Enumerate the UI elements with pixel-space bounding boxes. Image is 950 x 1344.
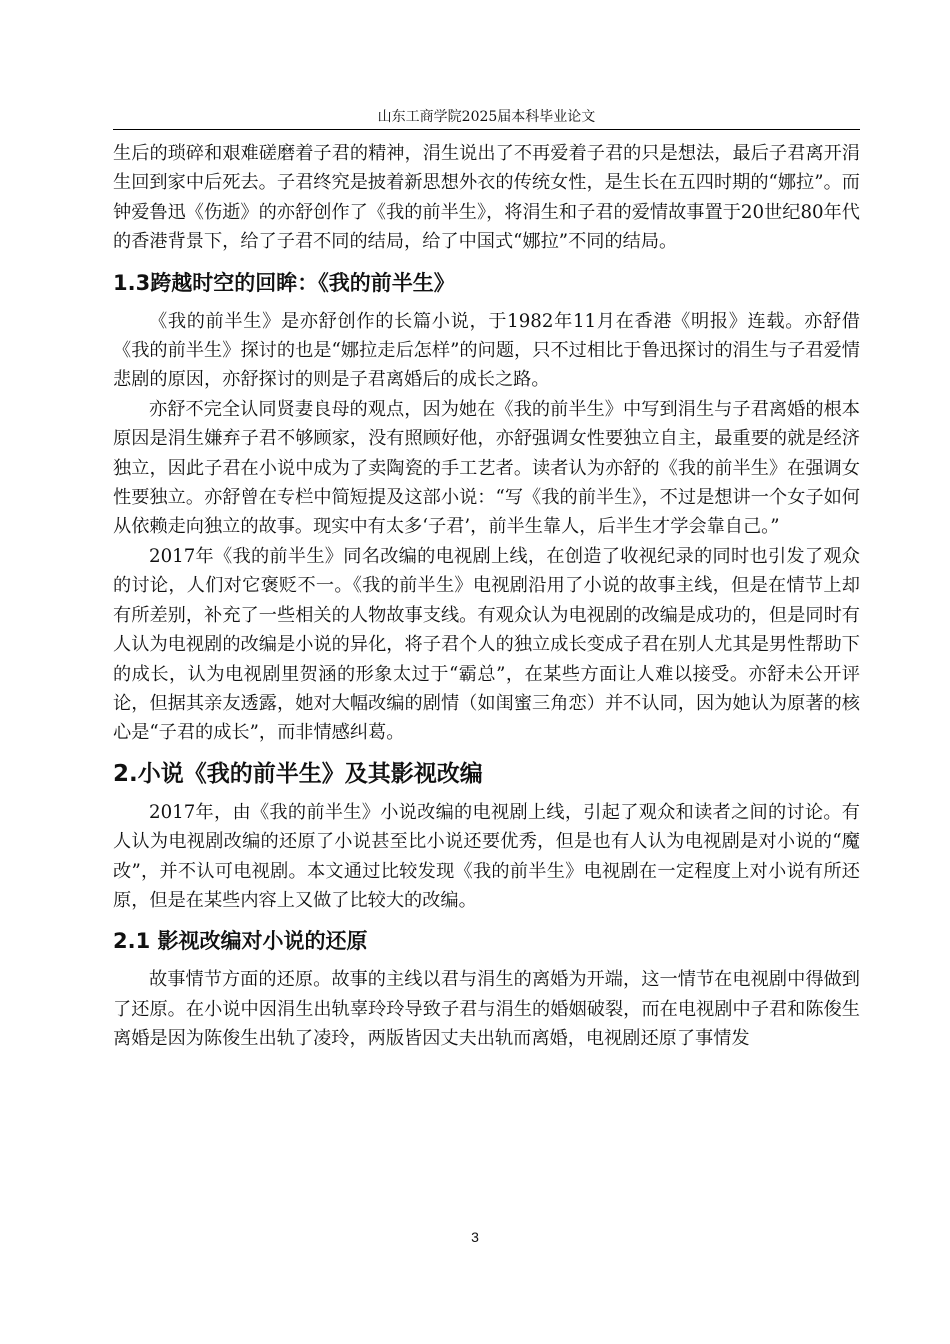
paragraph: 生后的琐碎和艰难磋磨着子君的精神，涓生说出了不再爱着子君的只是想法，最后子君离开涓生回到家中后死去。子君终究是披着新思想外衣的传统女性，是生长在五四时期的“娜拉”。而钟爱鲁迅《伤逝》的亦舒创作了《我的前半生》，将涓生和子君的爱情故事置于20世纪80年代的香港背景下，给了子君不同的结局，给了中国式“娜拉”不同的结局。 (113, 143, 860, 253)
paragraph: 《我的前半生》是亦舒创作的长篇小说，于1982年11月在香港《明报》连载。亦舒借《我的前半生》探讨的也是“娜拉走后怎样”的问题，只不过相比于鲁迅探讨的涓生与子君爱情悲剧的原因，亦舒探讨的则是子君离婚后的成长之路。 (113, 310, 860, 391)
running-header: 山东工商学院2025届本科毕业论文 (377, 109, 596, 125)
page-number: 3 (471, 1229, 479, 1245)
paragraph: 2017年，由《我的前半生》小说改编的电视剧上线，引起了观众和读者之间的讨论。有人认为电视剧改编的还原了小说甚至比小说还要优秀，但是也有人认为电视剧是对小说的“魔改”，并不认可电视剧。本文通过比较发现《我的前半生》电视剧在一定程度上对小说有所还原，但是在某些内容上又做了比较大的改编。 (113, 801, 860, 911)
section-heading-1-3: 1.3跨越时空的回眸：《我的前半生》 (113, 270, 455, 295)
paragraph: 2017年《我的前半生》同名改编的电视剧上线，在创造了收视纪录的同时也引发了观众的讨论，人们对它褒贬不一。《我的前半生》电视剧沿用了小说的故事主线，但是在情节上却有所差别，补充了一些相关的人物故事支线。有观众认为电视剧的改编是成功的，但是同时有人认为电视剧的改编是小说的异化，将子君个人的独立成长变成子君在别人尤其是男性帮助下的成长，认为电视剧里贺涵的形象太过于“霸总”，在某些方面让人难以接受。亦舒未公开评论，但据其亲友透露，她对大幅改编的剧情（如闺蜜三角恋）并不认同，因为她认为原著的核心是“子君的成长”，而非情感纠葛。 (113, 545, 860, 744)
paragraph: 亦舒不完全认同贤妻良母的观点，因为她在《我的前半生》中写到涓生与子君离婚的根本原因是涓生嫌弃子君不够顾家，没有照顾好他，亦舒强调女性要独立自主，最重要的就是经济独立，因此子君在小说中成为了卖陶瓷的手工艺者。读者认为亦舒的《我的前半生》在强调女性要独立。亦舒曾在专栏中简短提及这部小说：“写《我的前半生》，不过是想讲一个女子如何从依赖走向独立的故事。现实中有太多‘子君’，前半生靠人，后半生才学会靠自己。” (113, 398, 860, 538)
paragraph: 故事情节方面的还原。故事的主线以君与涓生的离婚为开端，这一情节在电视剧中得做到了还原。在小说中因涓生出轨辜玲玲导致子君与涓生的婚姻破裂，而在电视剧中子君和陈俊生离婚是因为陈俊生出轨了凌玲，两版皆因丈夫出轨而离婚，电视剧还原了事情发 (113, 969, 860, 1050)
chapter-heading-2: 2.小说《我的前半生》及其影视改编 (113, 760, 483, 787)
page-body (113, 139, 860, 1054)
section-heading-2-1: 2.1 影视改编对小说的还原 (113, 929, 368, 954)
header-rule (113, 129, 860, 130)
